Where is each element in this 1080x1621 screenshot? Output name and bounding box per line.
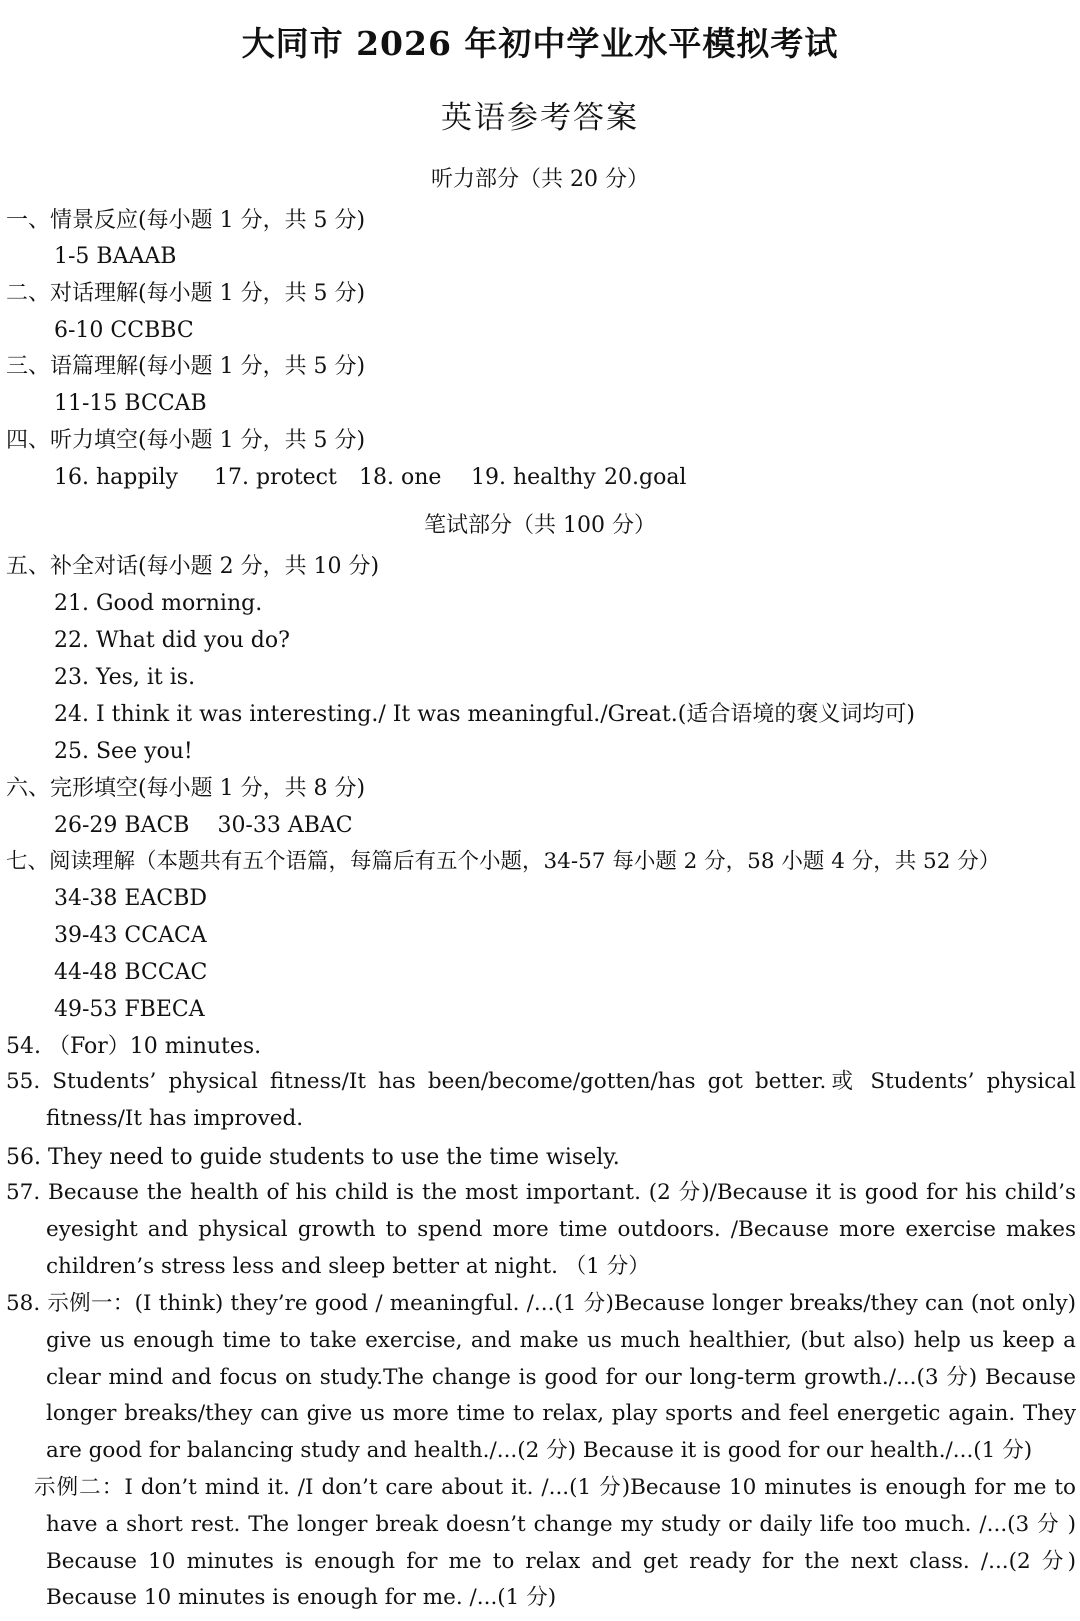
answer-20: 20.goal xyxy=(604,465,687,490)
section-1-heading: 一、情景反应(每小题 1 分，共 5 分) xyxy=(6,208,366,233)
answer-17: 17. protect xyxy=(214,465,337,490)
answer-24: 24. I think it was interesting./ It was meaningful./Great.(适合语境的褒义词均可) xyxy=(54,702,915,727)
answer-49-53: 49-53 FBECA xyxy=(54,997,205,1022)
answer-55: 55. Students’ physical fitness/It has been/become/gotten/has got better.或 Students’ physical fitness/It has improved. xyxy=(6,1069,1076,1131)
answer-23: 23. Yes, it is. xyxy=(54,665,196,690)
listening-header: 听力部分（共 20 分） xyxy=(431,167,649,192)
section-3-heading: 三、语篇理解(每小题 1 分，共 5 分) xyxy=(6,354,366,379)
answer-54: 54. （For）10 minutes. xyxy=(6,1034,262,1059)
answer-19: 19. healthy xyxy=(471,465,596,490)
answer-18: 18. one xyxy=(359,465,442,490)
answer-58-example-1: 58. 示例一：(I think) they’re good / meaningful. /...(1 分)Because longer breaks/they can (not only) give us enough time to take exercise, and make us much healthier, (but also) help us keep a clear mind and focus on study.The change is good for our long-term growth./...(3 分) Because longer breaks/they can give us more time to relax, play sports and feel energetic again. They are good for balancing study and health./...(2 分) Because it is good for our health./...(1 分) xyxy=(6,1291,1076,1464)
answer-57: 57. Because the health of his child is the most important. (2 分)/Because it is good for his child’s eyesight and physical growth to spend more time outdoors. /Because more exercise makes children’s stress less and sleep better at night. （1 分） xyxy=(6,1180,1076,1279)
answer-34-38: 34-38 EACBD xyxy=(54,886,208,911)
page-title: 大同市 2026 年初中学业水平模拟考试 xyxy=(241,24,839,63)
answer-22: 22. What did you do? xyxy=(54,628,290,653)
answer-44-48: 44-48 BCCAC xyxy=(54,960,208,985)
answer-58-example-2: 示例二：I don’t mind it. /I don’t care about it. /...(1 分)Because 10 minutes is enough for me to have a short rest. The longer break doesn’t change my study or daily life too much. /...(3 分 ) Because 10 minutes is enough for me to relax and get ready for the next class. /...(2 分) Because 10 minutes is enough for me. /...(1 分) xyxy=(34,1475,1076,1611)
answer-39-43: 39-43 CCACA xyxy=(54,923,207,948)
section-2-heading: 二、对话理解(每小题 1 分，共 5 分) xyxy=(6,281,366,306)
answer-21: 21. Good morning. xyxy=(54,591,263,616)
section-5-heading: 五、补全对话(每小题 2 分，共 10 分) xyxy=(6,554,380,579)
answer-16: 16. happily xyxy=(54,465,178,490)
section-7-heading: 七、阅读理解（本题共有五个语篇，每篇后有五个小题，34-57 每小题 2 分，58 小题 4 分，共 52 分） xyxy=(6,849,1001,874)
section-1-answer: 1-5 BAAAB xyxy=(54,244,177,269)
section-2-answer: 6-10 CCBBC xyxy=(54,318,194,343)
section-3-answer: 11-15 BCCAB xyxy=(54,391,207,416)
section-6-answer: 26-29 BACB 30-33 ABAC xyxy=(54,813,353,838)
answer-25: 25. See you! xyxy=(54,739,193,764)
page-subtitle: 英语参考答案 xyxy=(441,100,639,136)
section-4-answers xyxy=(54,467,686,489)
section-4-heading: 四、听力填空(每小题 1 分，共 5 分) xyxy=(6,428,366,453)
answer-56: 56. They need to guide students to use the time wisely. xyxy=(6,1145,620,1170)
section-6-heading: 六、完形填空(每小题 1 分，共 8 分) xyxy=(6,776,366,801)
writing-header: 笔试部分（共 100 分） xyxy=(424,513,656,538)
